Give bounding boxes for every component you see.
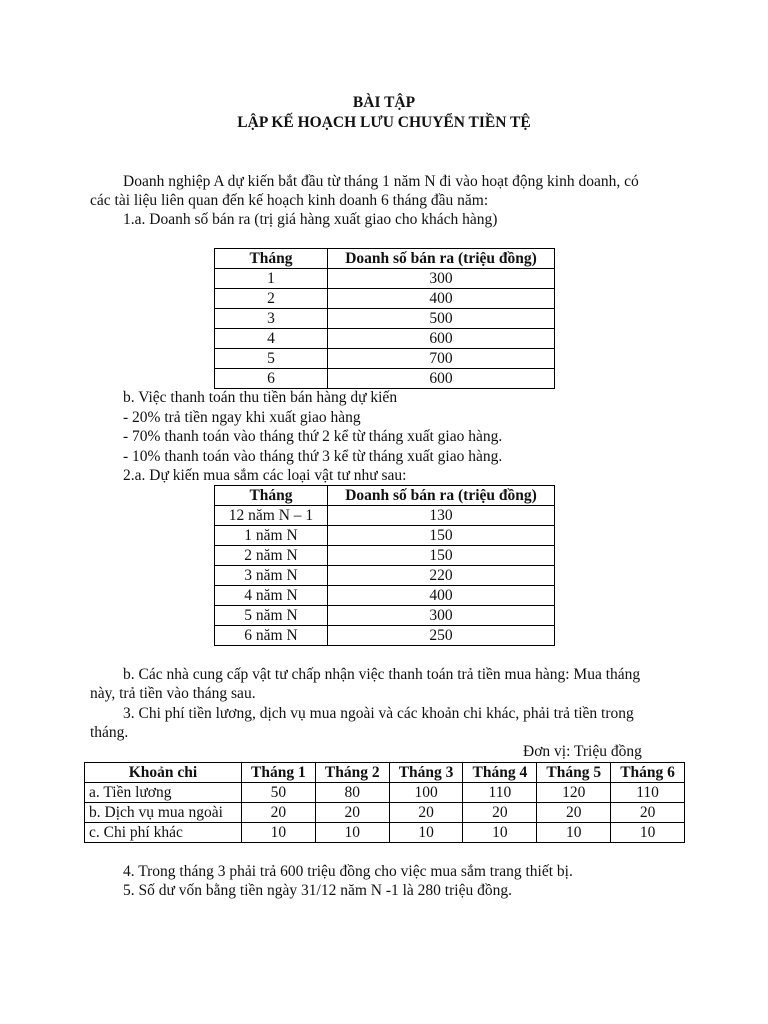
table-row bbox=[215, 546, 555, 566]
table-row bbox=[85, 803, 685, 823]
table-cell: 130 bbox=[328, 506, 555, 526]
table-cell: 10 bbox=[315, 823, 389, 843]
table-row bbox=[215, 606, 555, 626]
column-header: Tháng 6 bbox=[611, 763, 685, 783]
table-cell: 600 bbox=[328, 369, 555, 389]
column-header: Tháng bbox=[215, 486, 328, 506]
table-cell: 4 bbox=[215, 329, 328, 349]
column-header: Doanh số bán ra (triệu đồng) bbox=[328, 486, 555, 506]
column-header: Tháng 2 bbox=[315, 763, 389, 783]
table-cell: 20 bbox=[315, 803, 389, 823]
table-row bbox=[215, 626, 555, 646]
expenses-table bbox=[84, 762, 685, 843]
table-cell: 600 bbox=[328, 329, 555, 349]
table-cell: 10 bbox=[389, 823, 463, 843]
section-2b-line-2: này, trả tiền vào tháng sau. bbox=[90, 685, 256, 702]
table-row bbox=[215, 309, 555, 329]
table-row bbox=[215, 369, 555, 389]
table-cell: 80 bbox=[315, 783, 389, 803]
table-cell: 5 năm N bbox=[215, 606, 328, 626]
table-cell: 110 bbox=[611, 783, 685, 803]
table-cell: 50 bbox=[242, 783, 316, 803]
table-cell: 20 bbox=[463, 803, 537, 823]
table-cell: 120 bbox=[537, 783, 611, 803]
column-header: Tháng 5 bbox=[537, 763, 611, 783]
table-cell: 5 bbox=[215, 349, 328, 369]
bullet-item: - 20% trả tiền ngay khi xuất giao hàng bbox=[123, 409, 361, 426]
table-cell: 6 năm N bbox=[215, 626, 328, 646]
table-cell: 400 bbox=[328, 289, 555, 309]
table-cell: 10 bbox=[463, 823, 537, 843]
table-cell: 2 bbox=[215, 289, 328, 309]
table-row bbox=[215, 566, 555, 586]
intro-line-2: các tài liệu liên quan đến kế hoạch kinh doanh 6 tháng đầu năm: bbox=[90, 192, 489, 209]
section-5-text: 5. Số dư vốn bằng tiền ngày 31/12 năm N -1 là 280 triệu đồng. bbox=[123, 882, 512, 899]
table-cell: 700 bbox=[328, 349, 555, 369]
table-row bbox=[215, 526, 555, 546]
table-header-row bbox=[215, 486, 555, 506]
table-header-row bbox=[85, 763, 685, 783]
table-cell: b. Dịch vụ mua ngoài bbox=[85, 803, 242, 823]
table-cell: 500 bbox=[328, 309, 555, 329]
materials-table bbox=[214, 485, 555, 646]
bullet-item: - 10% thanh toán vào tháng thứ 3 kể từ tháng xuất giao hàng. bbox=[123, 448, 503, 465]
table-row bbox=[215, 329, 555, 349]
table-cell: 150 bbox=[328, 546, 555, 566]
section-4-text: 4. Trong tháng 3 phải trả 600 triệu đồng cho việc mua sắm trang thiết bị. bbox=[123, 863, 573, 880]
intro-line-1: Doanh nghiệp A dự kiến bắt đầu từ tháng 1 năm N đi vào hoạt động kinh doanh, có bbox=[123, 173, 639, 190]
table-cell: 300 bbox=[328, 606, 555, 626]
table-cell: 10 bbox=[537, 823, 611, 843]
table-row bbox=[85, 783, 685, 803]
table-row bbox=[215, 506, 555, 526]
table-cell: 400 bbox=[328, 586, 555, 606]
table-cell: 10 bbox=[242, 823, 316, 843]
document-title: BÀI TẬP bbox=[352, 94, 416, 111]
table-row bbox=[215, 349, 555, 369]
sales-table bbox=[214, 248, 555, 389]
section-2b-line-1: b. Các nhà cung cấp vật tư chấp nhận việc thanh toán trả tiền mua hàng: Mua tháng bbox=[123, 666, 641, 683]
table-cell: 3 bbox=[215, 309, 328, 329]
table-cell: 110 bbox=[463, 783, 537, 803]
section-3-line-1: 3. Chi phí tiền lương, dịch vụ mua ngoài và các khoản chi khác, phải trả tiền trong bbox=[123, 705, 634, 722]
table-cell: 6 bbox=[215, 369, 328, 389]
column-header: Tháng 3 bbox=[389, 763, 463, 783]
table-cell: 20 bbox=[389, 803, 463, 823]
column-header: Doanh số bán ra (triệu đồng) bbox=[328, 249, 555, 269]
column-header: Tháng 1 bbox=[242, 763, 316, 783]
section-2a-heading: 2.a. Dự kiến mua sắm các loại vật tư như sau: bbox=[123, 467, 407, 484]
table-cell: 12 năm N – 1 bbox=[215, 506, 328, 526]
table-row bbox=[85, 823, 685, 843]
section-3-line-2: tháng. bbox=[90, 724, 129, 741]
table-header-row bbox=[215, 249, 555, 269]
table-cell: 4 năm N bbox=[215, 586, 328, 606]
table-cell: 20 bbox=[242, 803, 316, 823]
table-cell: 20 bbox=[611, 803, 685, 823]
table-cell: 3 năm N bbox=[215, 566, 328, 586]
unit-note: Đơn vị: Triệu đồng bbox=[523, 743, 642, 760]
column-header: Tháng bbox=[215, 249, 328, 269]
section-1b-heading: b. Việc thanh toán thu tiền bán hàng dự kiến bbox=[123, 389, 398, 406]
document-subtitle: LẬP KẾ HOẠCH LƯU CHUYỂN TIỀN TỆ bbox=[237, 114, 531, 131]
table-cell: 1 bbox=[215, 269, 328, 289]
table-cell: 20 bbox=[537, 803, 611, 823]
table-cell: 2 năm N bbox=[215, 546, 328, 566]
table-cell: 10 bbox=[611, 823, 685, 843]
table-row bbox=[215, 586, 555, 606]
table-cell: a. Tiền lương bbox=[85, 783, 242, 803]
table-cell: 300 bbox=[328, 269, 555, 289]
table-cell: 250 bbox=[328, 626, 555, 646]
section-1a-heading: 1.a. Doanh số bán ra (trị giá hàng xuất giao cho khách hàng) bbox=[123, 211, 498, 228]
table-cell: c. Chi phí khác bbox=[85, 823, 242, 843]
table-row bbox=[215, 269, 555, 289]
table-cell: 1 năm N bbox=[215, 526, 328, 546]
bullet-item: - 70% thanh toán vào tháng thứ 2 kể từ tháng xuất giao hàng. bbox=[123, 428, 503, 445]
table-cell: 100 bbox=[389, 783, 463, 803]
table-row bbox=[215, 289, 555, 309]
table-cell: 220 bbox=[328, 566, 555, 586]
table-cell: 150 bbox=[328, 526, 555, 546]
column-header: Tháng 4 bbox=[463, 763, 537, 783]
column-header: Khoản chi bbox=[85, 763, 242, 783]
